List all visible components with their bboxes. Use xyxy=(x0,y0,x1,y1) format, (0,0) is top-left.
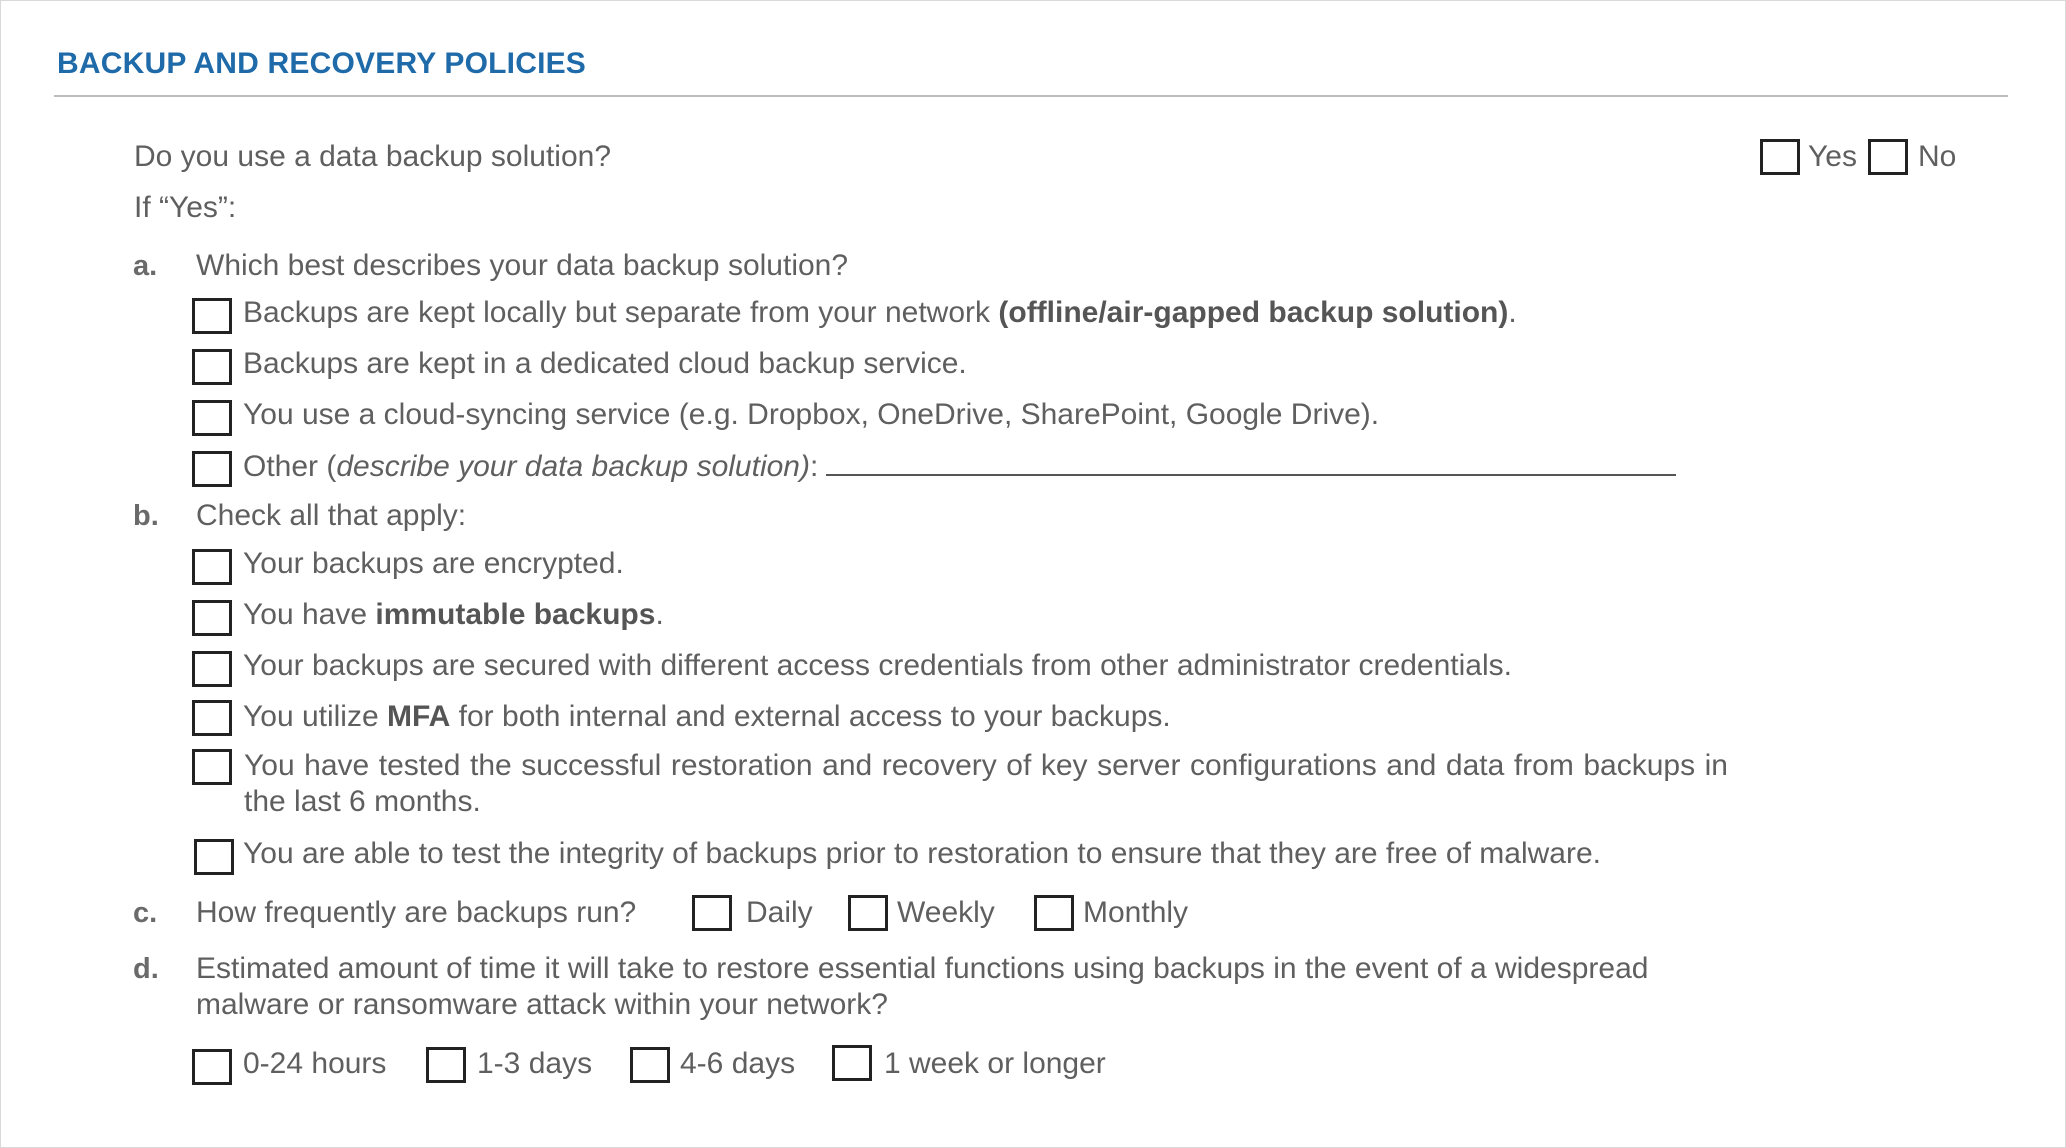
cloud-sync-label: You use a cloud-syncing service (e.g. Dropbox, OneDrive, SharePoint, Google Drive). xyxy=(243,398,1380,431)
question-d-text: Estimated amount of time it will take to restore essential functions using backups in the event of a widespread malware or ransomware attack within your network? xyxy=(196,952,1649,1021)
days-4-6-checkbox[interactable] xyxy=(630,1047,670,1083)
if-yes-label: If “Yes”: xyxy=(134,191,237,224)
cloud-backup-checkbox[interactable] xyxy=(192,349,232,385)
question-c-text: How frequently are backups run? xyxy=(196,896,637,929)
cloud-backup-label: Backups are kept in a dedicated cloud backup service. xyxy=(243,347,967,380)
other-backup-blank[interactable] xyxy=(826,448,1676,476)
question-d-letter: d. xyxy=(133,953,159,985)
section-title: BACKUP AND RECOVERY POLICIES xyxy=(57,47,587,80)
monthly-label: Monthly xyxy=(1083,896,1189,929)
hours-0-24-checkbox[interactable] xyxy=(192,1049,232,1085)
integrity-test-label: You are able to test the integrity of backups prior to restoration to ensure that they are free of malware. xyxy=(243,837,1601,870)
separate-credentials-label: Your backups are secured with different access credentials from other administrator credentials. xyxy=(243,649,1512,682)
yes-label: Yes xyxy=(1808,140,1857,173)
monthly-checkbox[interactable] xyxy=(1034,895,1074,931)
no-label: No xyxy=(1918,140,1957,173)
week-or-longer-label: 1 week or longer xyxy=(884,1047,1106,1080)
main-question: Do you use a data backup solution? xyxy=(134,140,611,173)
integrity-test-checkbox[interactable] xyxy=(194,839,234,875)
days-1-3-checkbox[interactable] xyxy=(426,1047,466,1083)
daily-label: Daily xyxy=(746,896,813,929)
question-b-letter: b. xyxy=(133,500,159,532)
section-divider xyxy=(54,95,2008,97)
cloud-sync-checkbox[interactable] xyxy=(192,400,232,436)
question-c-letter: c. xyxy=(133,897,158,929)
other-backup-checkbox[interactable] xyxy=(192,451,232,487)
no-checkbox[interactable] xyxy=(1868,139,1908,175)
mfa-checkbox[interactable] xyxy=(192,700,232,736)
days-4-6-label: 4-6 days xyxy=(680,1047,796,1080)
other-backup-label: Other (describe your data backup solution): xyxy=(243,448,1676,485)
immutable-checkbox[interactable] xyxy=(192,600,232,636)
question-a-text: Which best describes your data backup solution? xyxy=(196,249,849,282)
mfa-label: You utilize MFA for both internal and external access to your backups. xyxy=(243,700,1171,733)
yes-checkbox[interactable] xyxy=(1760,139,1800,175)
hours-0-24-label: 0-24 hours xyxy=(243,1047,387,1080)
encrypted-checkbox[interactable] xyxy=(192,549,232,585)
offline-backup-label: Backups are kept locally but separate from your network (offline/air-gapped backup solution). xyxy=(243,296,1517,329)
daily-checkbox[interactable] xyxy=(692,895,732,931)
tested-restoration-label: You have tested the successful restoration and recovery of key server configurations and data from backups in the last 6 months. xyxy=(244,749,1728,818)
days-1-3-label: 1-3 days xyxy=(477,1047,593,1080)
encrypted-label: Your backups are encrypted. xyxy=(243,547,624,580)
tested-restoration-checkbox[interactable] xyxy=(192,749,232,785)
offline-backup-checkbox[interactable] xyxy=(192,298,232,334)
week-or-longer-checkbox[interactable] xyxy=(832,1045,872,1081)
question-b-text: Check all that apply: xyxy=(196,499,467,532)
separate-credentials-checkbox[interactable] xyxy=(192,651,232,687)
immutable-label: You have immutable backups. xyxy=(243,598,664,631)
weekly-label: Weekly xyxy=(897,896,995,929)
weekly-checkbox[interactable] xyxy=(848,895,888,931)
question-a-letter: a. xyxy=(133,250,158,282)
